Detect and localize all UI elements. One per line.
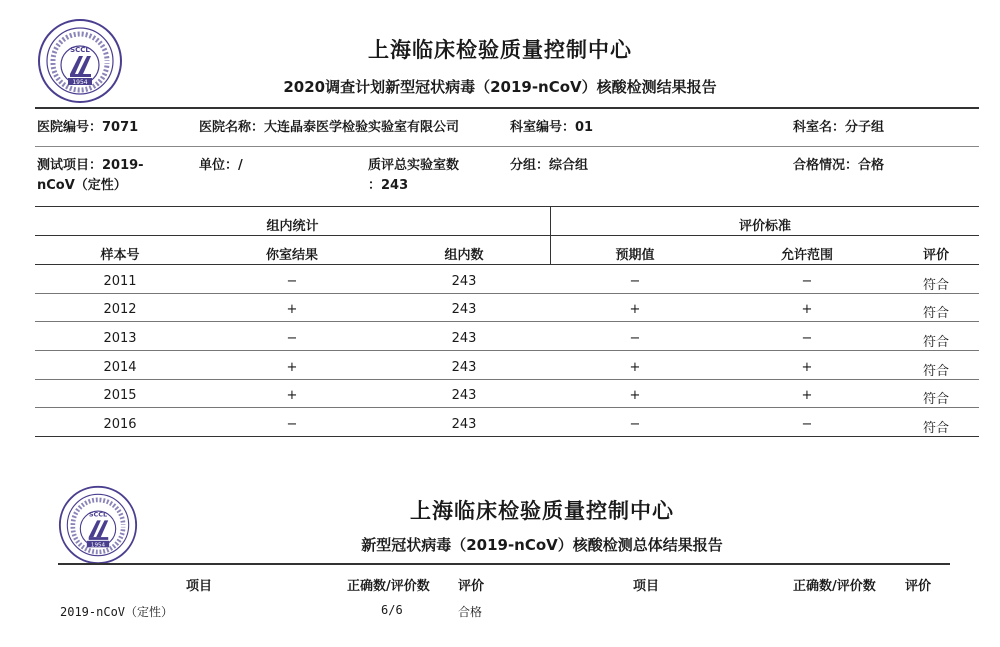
row-divider	[35, 350, 979, 351]
unit: 单位：/	[199, 158, 243, 173]
cell-sample: 2015	[103, 388, 137, 403]
summary-item: 2019-nCoV（定性）	[60, 605, 174, 619]
cell-sample: 2013	[103, 331, 137, 346]
col-result: 你室结果	[265, 248, 318, 263]
cell-count: 243	[451, 302, 477, 317]
row-divider	[35, 436, 979, 437]
cell-count: 243	[451, 360, 477, 375]
cell-expected: +	[629, 388, 641, 403]
cell-range: +	[801, 360, 813, 375]
summary-col-item-2: 项目	[633, 579, 660, 594]
cell-result: +	[286, 360, 298, 375]
logo-acronym: SCCL	[88, 510, 108, 519]
cell-eval: 符合	[922, 392, 949, 407]
cell-eval: 符合	[922, 278, 949, 293]
cell-expected: −	[629, 274, 641, 289]
cell-count: 243	[451, 417, 477, 432]
lab-count-line2: ：243	[368, 178, 409, 193]
summary-subtitle: 新型冠状病毒（2019-nCoV）核酸检测总体结果报告	[361, 536, 723, 554]
cell-eval: 符合	[922, 364, 949, 379]
logo-year: 1954	[72, 79, 88, 86]
cell-count: 243	[451, 331, 477, 346]
hospital-number: 医院编号：7071	[37, 120, 139, 135]
cell-sample: 2014	[103, 360, 137, 375]
criteria-header: 评价标准	[738, 219, 791, 234]
header-rule-top	[35, 107, 979, 109]
logo-acronym: SCCL	[70, 46, 90, 54]
cell-count: 243	[451, 274, 477, 289]
summary-score: 6/6	[381, 603, 403, 617]
cell-result: −	[286, 274, 298, 289]
report-title: 上海临床检验质量控制中心	[368, 38, 632, 62]
lab-count-line1: 质评总实验室数	[368, 158, 460, 173]
summary-col-score-2: 正确数/评价数	[793, 579, 876, 594]
cell-expected: −	[629, 417, 641, 432]
cell-result: −	[286, 331, 298, 346]
hospital-name: 医院名称：大连晶泰医学检验实验室有限公司	[199, 120, 460, 135]
cell-eval: 符合	[922, 421, 949, 436]
cell-expected: +	[629, 302, 641, 317]
test-item-line2: nCoV（定性）	[37, 178, 127, 193]
cell-range: +	[801, 388, 813, 403]
col-sample: 样本号	[100, 248, 140, 263]
cell-sample: 2012	[103, 302, 137, 317]
summary-col-item: 项目	[186, 579, 213, 594]
row-divider	[35, 321, 979, 322]
cell-expected: −	[629, 331, 641, 346]
summary-eval: 合格	[458, 605, 483, 619]
logo-year: 1954	[90, 542, 106, 549]
cell-result: +	[286, 388, 298, 403]
cell-range: −	[801, 417, 813, 432]
table-rule-columns	[35, 264, 979, 265]
cell-sample: 2016	[103, 417, 137, 432]
department-name: 科室名：分子组	[793, 120, 885, 135]
summary-col-score: 正确数/评价数	[347, 579, 430, 594]
row-divider	[35, 293, 979, 294]
group: 分组：综合组	[510, 158, 589, 173]
room-number: 科室编号：01	[510, 120, 594, 135]
cell-count: 243	[451, 388, 477, 403]
cell-range: −	[801, 274, 813, 289]
cell-range: −	[801, 331, 813, 346]
summary-title: 上海临床检验质量控制中心	[410, 499, 674, 523]
cell-sample: 2011	[103, 274, 137, 289]
table-rule-top	[35, 206, 979, 207]
cell-expected: +	[629, 360, 641, 375]
report-subtitle: 2020调查计划新型冠状病毒（2019-nCoV）核酸检测结果报告	[283, 78, 717, 96]
cell-result: +	[286, 302, 298, 317]
col-range: 允许范围	[780, 248, 833, 263]
row-divider	[35, 407, 979, 408]
summary-col-eval-2: 评价	[905, 579, 932, 594]
col-expected: 预期值	[615, 248, 655, 263]
summary-col-eval: 评价	[458, 579, 485, 594]
row-divider	[35, 379, 979, 380]
col-count: 组内数	[444, 248, 484, 263]
summary-rule	[58, 563, 950, 565]
cell-eval: 符合	[922, 306, 949, 321]
test-item-line1: 测试项目：2019-	[37, 158, 144, 173]
group-stats-header: 组内统计	[266, 219, 319, 234]
table-rule-group	[35, 235, 979, 236]
header-rule-mid	[35, 146, 979, 147]
cell-eval: 符合	[922, 335, 949, 350]
cell-range: +	[801, 302, 813, 317]
col-eval: 评价	[922, 248, 949, 263]
qualification: 合格情况：合格	[793, 158, 885, 173]
cell-result: −	[286, 417, 298, 432]
